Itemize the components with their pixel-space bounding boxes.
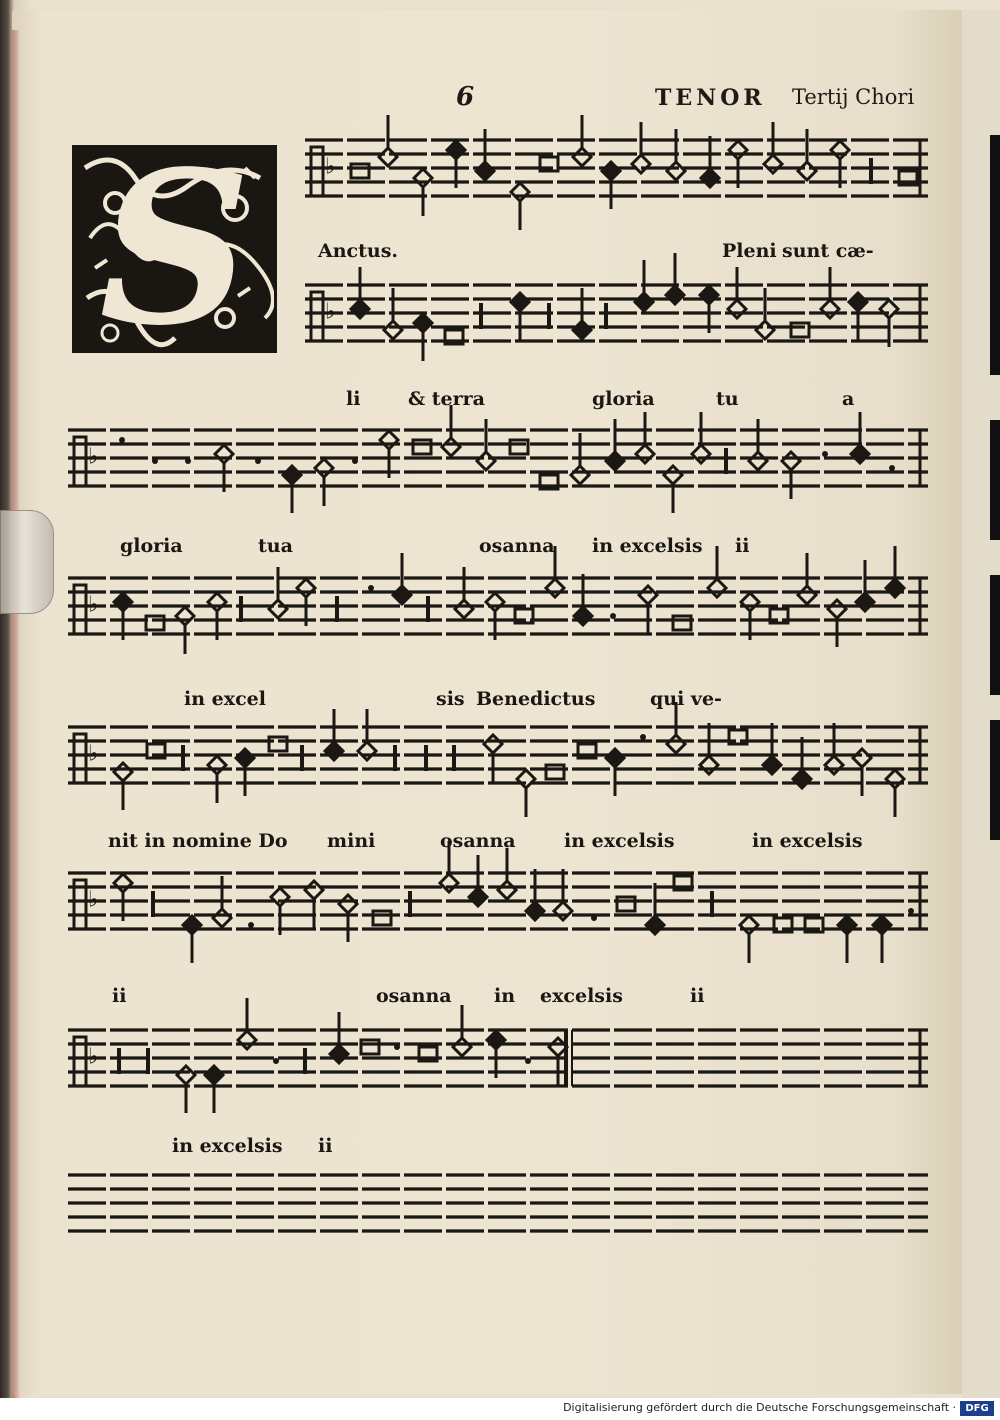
- dfg-logo: DFG: [960, 1401, 994, 1416]
- lyric-word: in excelsis: [172, 1135, 283, 1157]
- note-head-icon: [741, 593, 759, 611]
- note-head-icon: [330, 1045, 348, 1063]
- note-head-icon: [838, 916, 856, 934]
- note-head-icon: [455, 600, 473, 618]
- note-head-icon: [477, 452, 495, 470]
- breve-icon: [791, 323, 809, 337]
- note-head-icon: [379, 148, 397, 166]
- dot-icon: [273, 1058, 279, 1064]
- note-head-icon: [339, 895, 357, 913]
- lyrics-line: [0, 240, 1000, 270]
- note-head-icon: [667, 162, 685, 180]
- lyrics-line: [0, 388, 1000, 418]
- note-head-icon: [554, 902, 572, 920]
- note-head-icon: [664, 466, 682, 484]
- note-head-icon: [740, 916, 758, 934]
- dot-icon: [152, 458, 158, 464]
- lyric-word: Anctus.: [318, 240, 399, 262]
- lyric-word: ii: [318, 1135, 333, 1157]
- lyric-word: osanna: [376, 985, 452, 1007]
- note-head-icon: [380, 431, 398, 449]
- breve-icon: [373, 911, 391, 925]
- note-head-icon: [487, 1031, 505, 1049]
- note-head-icon: [384, 321, 402, 339]
- note-head-icon: [793, 770, 811, 788]
- lyrics-line: [0, 830, 1000, 860]
- note-head-icon: [283, 466, 301, 484]
- lyric-word: excelsis: [540, 985, 623, 1007]
- note-head-icon: [798, 162, 816, 180]
- note-head-icon: [749, 452, 767, 470]
- breve-icon: [351, 164, 369, 178]
- breve-icon: [413, 440, 431, 454]
- note-head-icon: [447, 141, 465, 159]
- note-head-icon: [635, 293, 653, 311]
- note-head-icon: [114, 593, 132, 611]
- note-head-icon: [729, 141, 747, 159]
- note-head-icon: [213, 909, 231, 927]
- breve-icon: [146, 616, 164, 630]
- note-head-icon: [358, 742, 376, 760]
- note-head-icon: [639, 586, 657, 604]
- breve-icon: [269, 737, 287, 751]
- note-head-icon: [763, 756, 781, 774]
- page-number: 6: [456, 82, 475, 112]
- note-head-icon: [667, 735, 685, 753]
- note-head-icon: [666, 286, 684, 304]
- note-head-icon: [632, 155, 650, 173]
- note-head-icon: [708, 579, 726, 597]
- note-head-icon: [886, 770, 904, 788]
- note-head-icon: [484, 735, 502, 753]
- dot-icon: [610, 613, 616, 619]
- note-head-icon: [440, 874, 458, 892]
- lyric-word: qui ve-: [650, 688, 722, 710]
- flat-icon: ♭: [325, 299, 336, 325]
- note-head-icon: [692, 445, 710, 463]
- note-head-icon: [573, 321, 591, 339]
- flat-icon: ♭: [88, 592, 99, 618]
- note-head-icon: [177, 1066, 195, 1084]
- note-head-icon: [700, 286, 718, 304]
- note-head-icon: [728, 300, 746, 318]
- note-head-icon: [849, 293, 867, 311]
- note-head-icon: [821, 300, 839, 318]
- lyric-word: in excel: [184, 688, 266, 710]
- note-head-icon: [215, 445, 233, 463]
- note-head-icon: [269, 600, 287, 618]
- lyric-word: osanna: [440, 830, 516, 852]
- note-head-icon: [114, 874, 132, 892]
- note-head-icon: [208, 593, 226, 611]
- lyrics-line: [0, 1135, 1000, 1165]
- dot-icon: [255, 458, 261, 464]
- note-head-icon: [782, 452, 800, 470]
- flat-icon: ♭: [88, 1044, 99, 1070]
- lyric-word: osanna: [479, 535, 555, 557]
- note-head-icon: [573, 148, 591, 166]
- footer-bar: [0, 1398, 1000, 1420]
- flat-icon: ♭: [88, 887, 99, 913]
- dot-icon: [889, 465, 895, 471]
- note-head-icon: [574, 607, 592, 625]
- note-head-icon: [831, 141, 849, 159]
- lyric-word: sunt cæ-: [782, 240, 874, 262]
- note-head-icon: [236, 749, 254, 767]
- note-head-icon: [856, 593, 874, 611]
- breve-icon: [673, 616, 691, 630]
- dot-icon: [591, 915, 597, 921]
- breve-icon: [361, 1040, 379, 1054]
- footer-credit: Digitalisierung gefördert durch die Deutsche Forschungsgemeinschaft ·: [563, 1401, 956, 1414]
- lyric-word: tua: [258, 535, 293, 557]
- lyric-word: sis: [436, 688, 465, 710]
- lyric-word: ii: [735, 535, 750, 557]
- note-head-icon: [498, 881, 516, 899]
- lyric-word: in excelsis: [592, 535, 703, 557]
- note-head-icon: [325, 742, 343, 760]
- note-head-icon: [114, 763, 132, 781]
- note-head-icon: [764, 155, 782, 173]
- lyric-word: Pleni: [722, 240, 777, 262]
- note-head-icon: [442, 438, 460, 456]
- lyrics-line: [0, 535, 1000, 565]
- note-head-icon: [393, 586, 411, 604]
- dot-icon: [185, 458, 191, 464]
- dot-icon: [525, 1058, 531, 1064]
- lyric-word: nit in nomine Do: [108, 830, 288, 852]
- dot-icon: [640, 734, 646, 740]
- lyric-word: gloria: [120, 535, 183, 557]
- dot-icon: [352, 458, 358, 464]
- lyric-word: Benedictus: [476, 688, 596, 710]
- note-head-icon: [636, 445, 654, 463]
- lyric-word: ii: [690, 985, 705, 1007]
- note-head-icon: [414, 314, 432, 332]
- note-head-icon: [756, 321, 774, 339]
- note-head-icon: [517, 770, 535, 788]
- note-head-icon: [851, 445, 869, 463]
- lyric-word: a: [842, 388, 855, 410]
- note-head-icon: [305, 881, 323, 899]
- note-head-icon: [880, 300, 898, 318]
- note-head-icon: [297, 579, 315, 597]
- note-head-icon: [511, 183, 529, 201]
- lyrics-line: [0, 688, 1000, 718]
- lyric-word: tu: [716, 388, 739, 410]
- note-head-icon: [469, 888, 487, 906]
- note-head-icon: [351, 300, 369, 318]
- chorus-name: Tertij Chori: [792, 85, 915, 109]
- note-head-icon: [238, 1031, 256, 1049]
- breve-icon: [617, 897, 635, 911]
- breve-icon: [546, 765, 564, 779]
- note-head-icon: [546, 579, 564, 597]
- note-head-icon: [606, 749, 624, 767]
- lyric-word: in: [494, 985, 516, 1007]
- note-head-icon: [798, 586, 816, 604]
- note-head-icon: [873, 916, 891, 934]
- note-head-icon: [315, 459, 333, 477]
- note-head-icon: [208, 756, 226, 774]
- note-head-icon: [453, 1038, 471, 1056]
- dot-icon: [248, 922, 254, 928]
- note-head-icon: [271, 888, 289, 906]
- note-head-icon: [571, 466, 589, 484]
- lyric-word: gloria: [592, 388, 655, 410]
- flat-icon: ♭: [325, 154, 336, 180]
- note-head-icon: [646, 916, 664, 934]
- lyric-word: ii: [112, 985, 127, 1007]
- breve-icon: [510, 440, 528, 454]
- note-head-icon: [511, 293, 529, 311]
- note-head-icon: [176, 607, 194, 625]
- note-head-icon: [414, 169, 432, 187]
- note-head-icon: [183, 916, 201, 934]
- note-head-icon: [828, 600, 846, 618]
- note-head-icon: [853, 749, 871, 767]
- flat-icon: ♭: [88, 444, 99, 470]
- note-head-icon: [486, 593, 504, 611]
- note-head-icon: [205, 1066, 223, 1084]
- lyric-word: & terra: [408, 388, 485, 410]
- note-head-icon: [476, 162, 494, 180]
- note-head-icon: [606, 452, 624, 470]
- dot-icon: [119, 437, 125, 443]
- dot-icon: [394, 1044, 400, 1050]
- part-name: TENOR: [655, 85, 766, 111]
- lyric-word: li: [346, 388, 361, 410]
- note-head-icon: [700, 756, 718, 774]
- note-head-icon: [526, 902, 544, 920]
- note-head-icon: [886, 579, 904, 597]
- lyric-word: in excelsis: [564, 830, 675, 852]
- note-head-icon: [825, 756, 843, 774]
- lyrics-line: [0, 985, 1000, 1015]
- dot-icon: [908, 908, 914, 914]
- dot-icon: [822, 451, 828, 457]
- initial-letter: S: [99, 145, 251, 353]
- lyric-word: in excelsis: [752, 830, 863, 852]
- dot-icon: [368, 585, 374, 591]
- note-head-icon: [602, 162, 620, 180]
- lyric-word: mini: [327, 830, 376, 852]
- flat-icon: ♭: [88, 741, 99, 767]
- note-head-icon: [701, 169, 719, 187]
